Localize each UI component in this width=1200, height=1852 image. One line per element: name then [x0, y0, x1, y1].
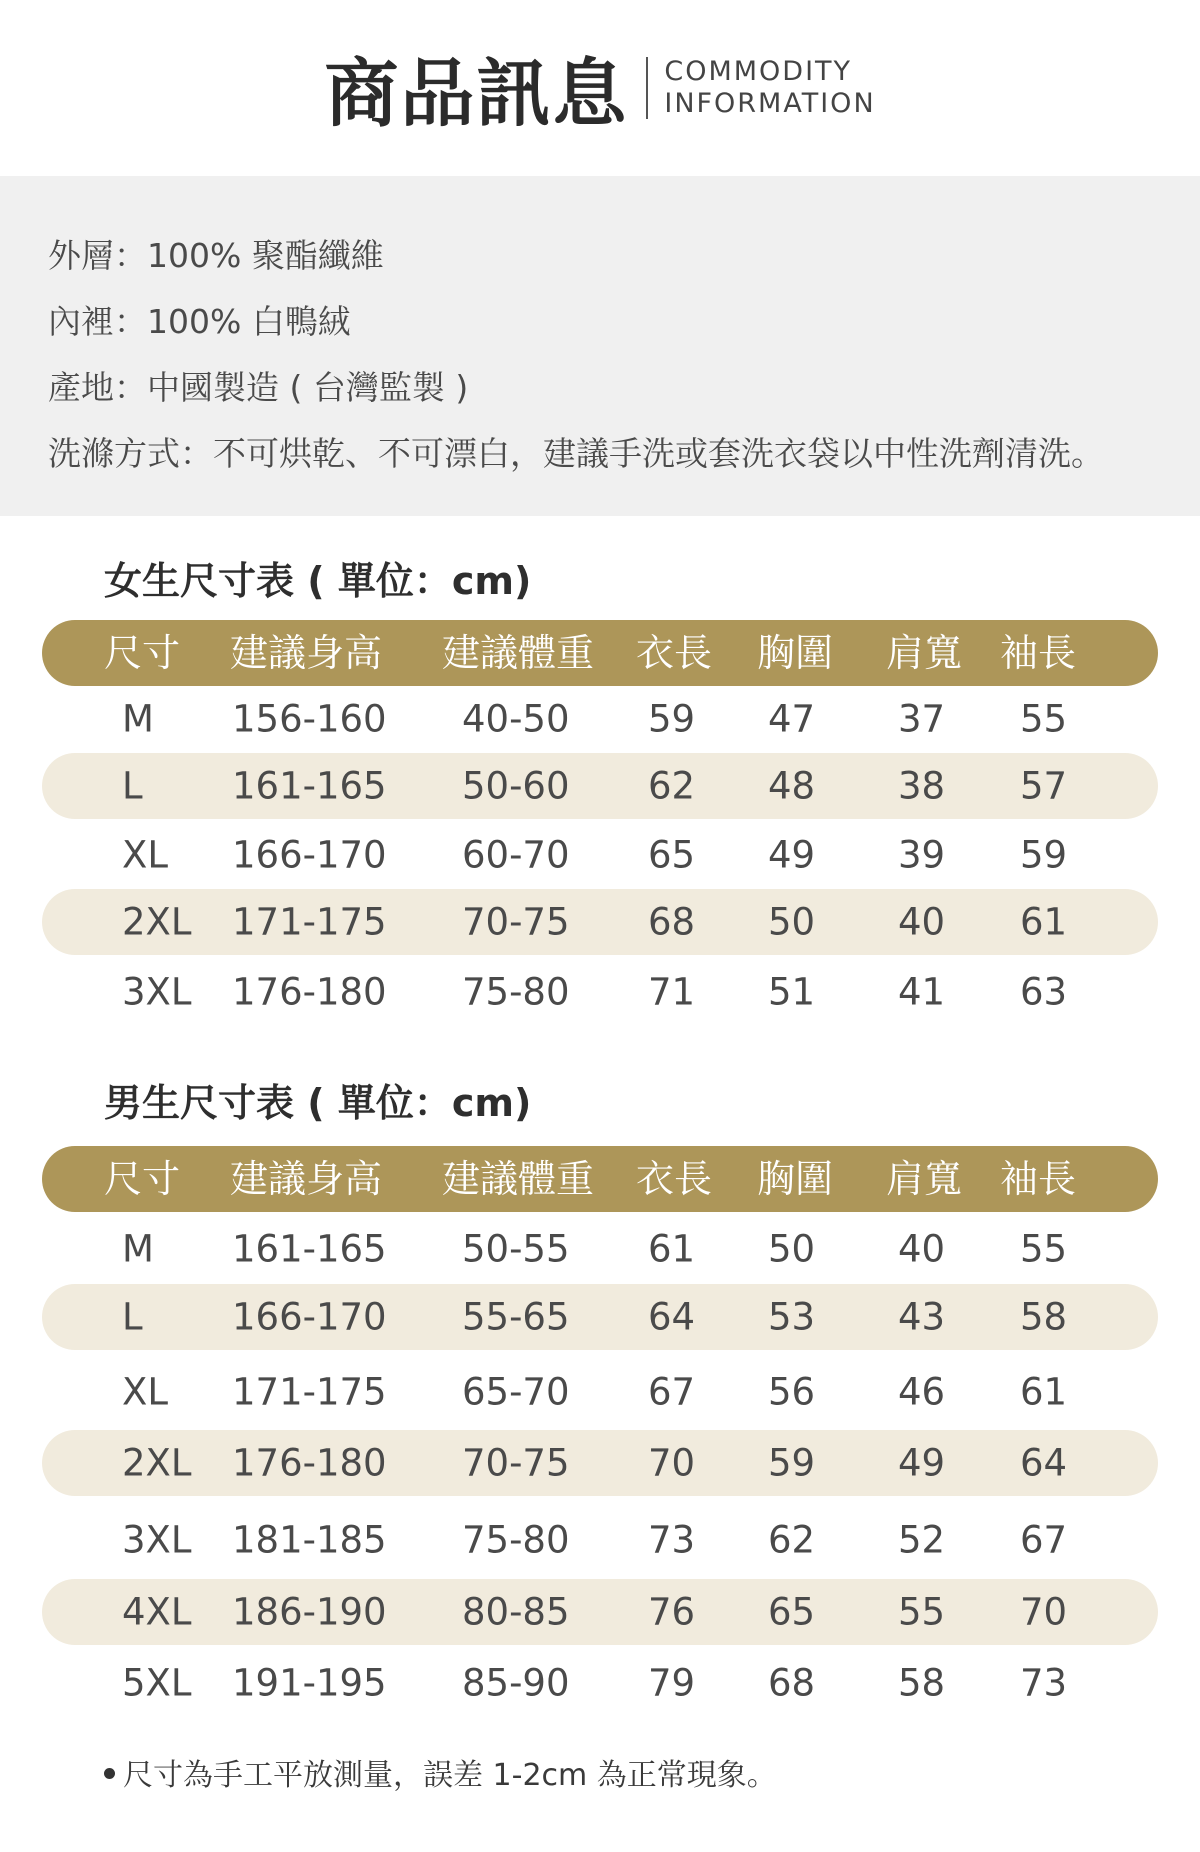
- table-cell-size: 3XL: [122, 970, 192, 1014]
- table-cell-height: 176-180: [232, 970, 387, 1014]
- women-table-title: 女生尺寸表 ( 單位：cm): [104, 559, 532, 603]
- table-cell-shoulder: 46: [898, 1370, 946, 1414]
- table-cell-chest: 51: [768, 970, 816, 1014]
- column-header-length: 衣長: [636, 1157, 713, 1201]
- table-cell-shoulder: 58: [898, 1661, 946, 1705]
- table-row-stripe: [42, 889, 1158, 955]
- material-info-panel: [0, 176, 1200, 516]
- table-cell-weight: 65-70: [462, 1370, 570, 1414]
- table-cell-chest: 59: [768, 1441, 816, 1485]
- table-cell-weight: 70-75: [462, 900, 570, 944]
- table-cell-shoulder: 43: [898, 1295, 946, 1339]
- column-header-length: 衣長: [636, 631, 713, 675]
- measurement-note: [104, 1750, 777, 1794]
- table-cell-length: 79: [648, 1661, 696, 1705]
- table-cell-length: 62: [648, 764, 696, 808]
- table-cell-size: XL: [122, 833, 168, 877]
- table-cell-size: 2XL: [122, 1441, 192, 1485]
- table-cell-height: 171-175: [232, 1370, 387, 1414]
- table-cell-chest: 53: [768, 1295, 816, 1339]
- table-cell-chest: 49: [768, 833, 816, 877]
- table-cell-sleeve: 61: [1020, 1370, 1068, 1414]
- table-cell-size: 2XL: [122, 900, 192, 944]
- table-cell-size: 3XL: [122, 1518, 192, 1562]
- table-cell-length: 68: [648, 900, 696, 944]
- table-cell-sleeve: 55: [1020, 697, 1068, 741]
- column-header-height: 建議身高: [230, 1157, 383, 1201]
- table-cell-sleeve: 55: [1020, 1227, 1068, 1271]
- table-cell-weight: 55-65: [462, 1295, 570, 1339]
- table-cell-shoulder: 52: [898, 1518, 946, 1562]
- table-cell-chest: 47: [768, 697, 816, 741]
- table-cell-weight: 50-55: [462, 1227, 570, 1271]
- table-cell-size: XL: [122, 1370, 168, 1414]
- title-english-line2: INFORMATION: [664, 88, 876, 119]
- table-cell-size: M: [122, 1227, 154, 1271]
- column-header-shoulder: 肩寬: [886, 631, 963, 675]
- table-cell-size: 4XL: [122, 1590, 192, 1634]
- column-header-chest: 胸圍: [757, 1157, 834, 1201]
- table-cell-sleeve: 63: [1020, 970, 1068, 1014]
- table-row-stripe: [42, 1579, 1158, 1645]
- table-cell-height: 161-165: [232, 1227, 387, 1271]
- table-cell-length: 59: [648, 697, 696, 741]
- table-cell-height: 186-190: [232, 1590, 387, 1634]
- table-cell-size: M: [122, 697, 154, 741]
- table-cell-weight: 60-70: [462, 833, 570, 877]
- table-cell-chest: 48: [768, 764, 816, 808]
- table-cell-size: L: [122, 764, 143, 808]
- table-cell-sleeve: 67: [1020, 1518, 1068, 1562]
- note-text: 尺寸為手工平放測量，誤差 1-2cm 為正常現象。: [123, 1758, 777, 1793]
- table-cell-length: 76: [648, 1590, 696, 1634]
- table-cell-chest: 65: [768, 1590, 816, 1634]
- table-cell-shoulder: 40: [898, 1227, 946, 1271]
- title-divider: [646, 57, 648, 119]
- table-row-stripe: [42, 1284, 1158, 1350]
- column-header-weight: 建議體重: [442, 631, 595, 675]
- table-cell-weight: 40-50: [462, 697, 570, 741]
- title-english-line1: COMMODITY: [664, 56, 853, 87]
- table-cell-weight: 70-75: [462, 1441, 570, 1485]
- table-cell-chest: 68: [768, 1661, 816, 1705]
- column-header-shoulder: 肩寬: [886, 1157, 963, 1201]
- table-row-stripe: [42, 753, 1158, 819]
- column-header-size: 尺寸: [104, 631, 181, 675]
- page-title: 商品訊息: [324, 51, 629, 137]
- table-cell-shoulder: 41: [898, 970, 946, 1014]
- column-header-sleeve: 袖長: [1000, 631, 1077, 675]
- column-header-sleeve: 袖長: [1000, 1157, 1077, 1201]
- info-outer-layer: 外層：100% 聚酯纖維: [48, 236, 384, 275]
- table-cell-shoulder: 37: [898, 697, 946, 741]
- title-english: [664, 56, 875, 120]
- table-cell-height: 176-180: [232, 1441, 387, 1485]
- table-cell-length: 61: [648, 1227, 696, 1271]
- table-header-row: [42, 620, 1158, 686]
- table-cell-chest: 62: [768, 1518, 816, 1562]
- column-header-chest: 胸圍: [757, 631, 834, 675]
- table-cell-shoulder: 40: [898, 900, 946, 944]
- table-cell-sleeve: 58: [1020, 1295, 1068, 1339]
- table-cell-sleeve: 57: [1020, 764, 1068, 808]
- table-cell-weight: 75-80: [462, 970, 570, 1014]
- table-cell-weight: 85-90: [462, 1661, 570, 1705]
- table-cell-weight: 75-80: [462, 1518, 570, 1562]
- info-lining: 內裡：100% 白鴨絨: [48, 302, 351, 341]
- table-cell-sleeve: 64: [1020, 1441, 1068, 1485]
- column-header-height: 建議身高: [230, 631, 383, 675]
- column-header-size: 尺寸: [104, 1157, 181, 1201]
- table-cell-chest: 50: [768, 1227, 816, 1271]
- table-cell-height: 191-195: [232, 1661, 387, 1705]
- table-cell-length: 65: [648, 833, 696, 877]
- info-origin: 產地：中國製造 ( 台灣監製 ): [48, 368, 469, 407]
- table-cell-height: 161-165: [232, 764, 387, 808]
- table-cell-sleeve: 59: [1020, 833, 1068, 877]
- table-row-stripe: [42, 1430, 1158, 1496]
- column-header-weight: 建議體重: [442, 1157, 595, 1201]
- table-cell-height: 156-160: [232, 697, 387, 741]
- table-cell-length: 73: [648, 1518, 696, 1562]
- bullet-icon: [104, 1768, 115, 1779]
- table-cell-sleeve: 70: [1020, 1590, 1068, 1634]
- table-cell-weight: 80-85: [462, 1590, 570, 1634]
- info-washing: 洗滌方式：不可烘乾、不可漂白，建議手洗或套洗衣袋以中性洗劑清洗。: [48, 434, 1104, 473]
- table-cell-size: L: [122, 1295, 143, 1339]
- table-cell-sleeve: 61: [1020, 900, 1068, 944]
- table-cell-height: 171-175: [232, 900, 387, 944]
- table-header-row: [42, 1146, 1158, 1212]
- table-cell-chest: 56: [768, 1370, 816, 1414]
- table-cell-length: 64: [648, 1295, 696, 1339]
- table-cell-weight: 50-60: [462, 764, 570, 808]
- table-cell-shoulder: 39: [898, 833, 946, 877]
- table-cell-size: 5XL: [122, 1661, 192, 1705]
- table-cell-shoulder: 38: [898, 764, 946, 808]
- table-cell-height: 166-170: [232, 1295, 387, 1339]
- table-cell-chest: 50: [768, 900, 816, 944]
- table-cell-length: 71: [648, 970, 696, 1014]
- table-cell-sleeve: 73: [1020, 1661, 1068, 1705]
- men-table-title: 男生尺寸表 ( 單位：cm): [104, 1081, 532, 1125]
- page-header: [0, 0, 1200, 176]
- table-cell-height: 181-185: [232, 1518, 387, 1562]
- table-cell-height: 166-170: [232, 833, 387, 877]
- table-cell-length: 70: [648, 1441, 696, 1485]
- table-cell-shoulder: 55: [898, 1590, 946, 1634]
- table-cell-shoulder: 49: [898, 1441, 946, 1485]
- table-cell-length: 67: [648, 1370, 696, 1414]
